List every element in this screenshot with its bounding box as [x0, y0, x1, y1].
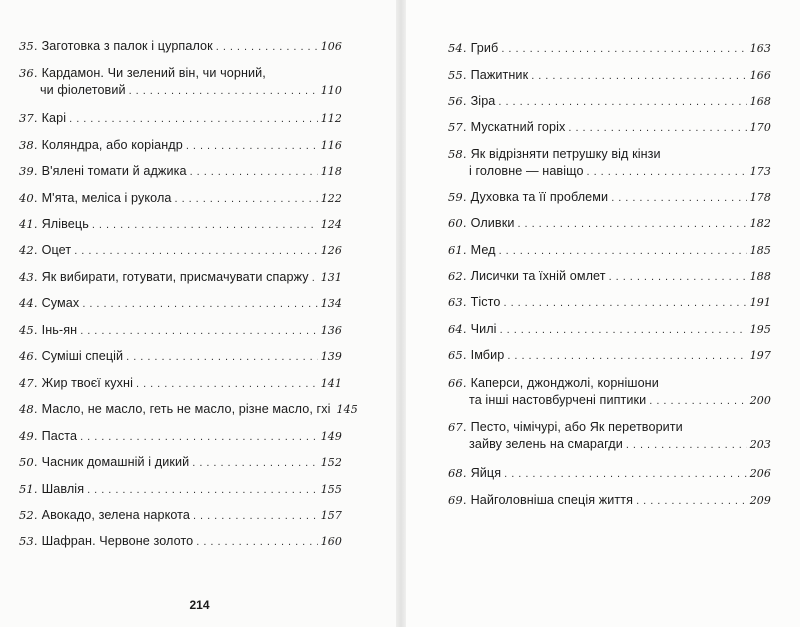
entry-number: 65. — [448, 348, 467, 362]
dot-leader — [193, 508, 318, 525]
entry-number: 36. — [19, 66, 38, 80]
entry-page: 157 — [320, 509, 342, 522]
entry-title: Духовка та її проблеми — [470, 190, 609, 204]
entry-number: 39. — [19, 164, 38, 178]
entry-number: 58. — [448, 147, 467, 161]
toc-entry[interactable] — [448, 119, 771, 137]
entry-title: чи фіолетовий — [40, 83, 126, 97]
toc-entry[interactable] — [19, 454, 342, 472]
entry-title: Зіра — [470, 94, 496, 108]
entry-number: 68. — [448, 466, 467, 480]
dot-leader — [69, 111, 318, 128]
dot-leader — [507, 348, 746, 365]
entry-number: 40. — [19, 191, 38, 205]
entry-page: 145 — [336, 403, 358, 416]
entry-title: Карі — [41, 111, 67, 125]
dot-leader — [531, 68, 747, 85]
entry-page: 178 — [749, 191, 771, 204]
toc-entry[interactable] — [19, 375, 342, 393]
dot-leader — [611, 190, 747, 207]
entry-title: Жир твоєї кухні — [41, 376, 134, 390]
entry-title: Гриб — [470, 41, 499, 55]
toc-entry[interactable] — [19, 110, 342, 128]
entry-title: Песто, чімічурі, або Як перетворити — [470, 420, 683, 434]
toc-entry[interactable] — [448, 146, 771, 181]
entry-page: 209 — [749, 494, 771, 507]
toc-entry[interactable] — [448, 93, 771, 111]
entry-page: 173 — [749, 165, 771, 178]
dot-leader — [504, 295, 747, 312]
entry-number: 38. — [19, 138, 38, 152]
entry-page: 122 — [320, 192, 342, 205]
entry-title: Як вибирати, готувати, присмачувати спаржу — [41, 270, 309, 284]
dot-leader — [501, 41, 746, 58]
entry-number: 55. — [448, 68, 467, 82]
entry-number: 35. — [19, 39, 38, 53]
dot-leader — [186, 138, 318, 155]
entry-page: 166 — [749, 69, 771, 82]
entry-number: 49. — [19, 429, 38, 443]
entry-title: Оцет — [41, 243, 72, 257]
dot-leader — [129, 83, 318, 100]
toc-entry[interactable] — [448, 189, 771, 207]
entry-title: Часник домашній і дикий — [41, 455, 190, 469]
entry-title: Чилі — [470, 322, 497, 336]
entry-title: зайву зелень на смарагди — [469, 437, 623, 451]
entry-number: 64. — [448, 322, 467, 336]
entry-page: 118 — [320, 165, 342, 178]
entry-page: 206 — [749, 467, 771, 480]
entry-title: Суміші спецій — [41, 349, 124, 363]
entry-page: 131 — [320, 271, 342, 284]
entry-page: 106 — [320, 40, 342, 53]
entry-title: Інь-ян — [41, 323, 78, 337]
dot-leader — [498, 94, 746, 111]
entry-title: Мед — [470, 243, 496, 257]
entry-number: 67. — [448, 420, 467, 434]
entry-title: Авокадо, зелена наркота — [41, 508, 190, 522]
dot-leader — [80, 429, 318, 446]
toc-entry[interactable] — [448, 492, 771, 510]
dot-leader — [609, 269, 747, 286]
entry-page: 191 — [749, 296, 771, 309]
entry-title: Масло, не масло, геть не масло, різне масло, гхі — [41, 402, 331, 416]
entry-number: 47. — [19, 376, 38, 390]
dot-leader — [568, 120, 746, 137]
entry-title: В'ялені томати й аджика — [41, 164, 187, 178]
toc-entry[interactable] — [19, 163, 342, 181]
dot-leader — [517, 216, 746, 233]
entry-number: 59. — [448, 190, 467, 204]
toc-entry[interactable] — [448, 242, 771, 260]
entry-page: 203 — [749, 438, 771, 451]
dot-leader — [190, 164, 318, 181]
entry-number: 57. — [448, 120, 467, 134]
entry-title: Оливки — [470, 216, 515, 230]
entry-page: 134 — [320, 297, 342, 310]
toc-entry[interactable] — [448, 347, 771, 365]
dot-leader — [626, 437, 747, 454]
book-gutter — [396, 0, 406, 627]
toc-entry[interactable] — [19, 242, 342, 260]
toc-entry[interactable] — [19, 269, 342, 287]
entry-number: 50. — [19, 455, 38, 469]
entry-number: 41. — [19, 217, 38, 231]
toc-entry[interactable] — [19, 38, 342, 56]
entry-page: 197 — [749, 349, 771, 362]
entry-title: Найголовніша спеція життя — [470, 493, 634, 507]
entry-number: 46. — [19, 349, 38, 363]
entry-page: 188 — [749, 270, 771, 283]
entry-page: 160 — [320, 535, 342, 548]
dot-leader — [216, 39, 318, 56]
entry-title: Шавлія — [41, 482, 85, 496]
entry-title: і головне — навіщо — [469, 164, 584, 178]
entry-number: 53. — [19, 534, 38, 548]
dot-leader — [82, 296, 317, 313]
entry-title: Шафран. Червоне золото — [41, 534, 194, 548]
dot-leader — [312, 270, 318, 287]
toc-entry[interactable] — [19, 322, 342, 340]
entry-page: 155 — [320, 483, 342, 496]
toc-entry[interactable] — [448, 321, 771, 339]
toc-entry[interactable] — [19, 401, 358, 419]
entry-title: Заготовка з палок і цурпалок — [41, 39, 213, 53]
entry-title: Пажитник — [470, 68, 529, 82]
entry-page: 112 — [320, 112, 342, 125]
toc-entry[interactable] — [19, 428, 342, 446]
entry-number: 54. — [448, 41, 467, 55]
entry-page: 185 — [749, 244, 771, 257]
dot-leader — [80, 323, 318, 340]
dot-leader — [504, 466, 747, 483]
entry-number: 60. — [448, 216, 467, 230]
toc-entry[interactable] — [448, 40, 771, 58]
toc-entry[interactable] — [448, 268, 771, 286]
entry-number: 37. — [19, 111, 38, 125]
dot-leader — [649, 393, 746, 410]
dot-leader — [192, 455, 317, 472]
entry-title: Ялівець — [41, 217, 89, 231]
entry-title: Як відрізняти петрушку від кінзи — [470, 147, 661, 161]
entry-number: 61. — [448, 243, 467, 257]
dot-leader — [196, 534, 317, 551]
dot-leader — [74, 243, 317, 260]
dot-leader — [587, 164, 747, 181]
entry-title: Каперси, джонджолі, корнішони — [470, 376, 659, 390]
toc-entry[interactable] — [448, 419, 771, 454]
entry-page: 116 — [320, 139, 342, 152]
toc-entry[interactable] — [19, 481, 342, 499]
toc-entry[interactable] — [19, 295, 342, 313]
dot-leader — [636, 493, 747, 510]
entry-title: Паста — [41, 429, 78, 443]
dot-leader — [126, 349, 318, 366]
toc-entry[interactable] — [19, 533, 342, 551]
toc-entry[interactable] — [19, 65, 342, 100]
entry-page: 149 — [320, 430, 342, 443]
toc-entry[interactable] — [19, 137, 342, 155]
entry-title: Коляндра, або коріандр — [41, 138, 183, 152]
entry-number: 66. — [448, 376, 467, 390]
entry-page: 152 — [320, 456, 342, 469]
toc-entry[interactable] — [448, 67, 771, 85]
entry-page: 170 — [749, 121, 771, 134]
entry-page: 126 — [320, 244, 342, 257]
entry-number: 56. — [448, 94, 467, 108]
entry-number: 43. — [19, 270, 38, 284]
entry-title: М'ята, меліса і рукола — [41, 191, 172, 205]
toc-entry[interactable] — [19, 216, 342, 234]
entry-page: 195 — [749, 323, 771, 336]
entry-title: Імбир — [470, 348, 505, 362]
entry-number: 44. — [19, 296, 38, 310]
entry-title: Яйця — [470, 466, 502, 480]
entry-number: 51. — [19, 482, 38, 496]
entry-number: 62. — [448, 269, 467, 283]
entry-page: 124 — [320, 218, 342, 231]
dot-leader — [92, 217, 318, 234]
dot-leader — [136, 376, 318, 393]
entry-title: Сумах — [41, 296, 80, 310]
entry-page: 141 — [320, 377, 342, 390]
entry-title: Кардамон. Чи зелений він, чи чорний, — [41, 66, 266, 80]
entry-number: 42. — [19, 243, 38, 257]
entry-page: 200 — [749, 394, 771, 407]
entry-page: 163 — [749, 42, 771, 55]
page-number: 214 — [189, 598, 210, 612]
entry-page: 139 — [320, 350, 342, 363]
entry-page: 110 — [320, 84, 342, 97]
dot-leader — [175, 191, 318, 208]
entry-number: 52. — [19, 508, 38, 522]
toc-entry[interactable] — [448, 465, 771, 483]
entry-number: 48. — [19, 402, 38, 416]
dot-leader — [499, 243, 747, 260]
entry-title: Мускатний горіх — [470, 120, 566, 134]
entry-number: 63. — [448, 295, 467, 309]
toc-entry[interactable] — [448, 215, 771, 233]
toc-entry[interactable] — [448, 375, 771, 410]
toc-entry[interactable] — [19, 348, 342, 366]
entry-title: та інші настовбурчені пиптики — [469, 393, 647, 407]
entry-page: 168 — [749, 95, 771, 108]
entry-number: 45. — [19, 323, 38, 337]
entry-title: Лисички та їхній омлет — [470, 269, 606, 283]
dot-leader — [87, 482, 318, 499]
entry-page: 182 — [749, 217, 771, 230]
entry-page: 136 — [320, 324, 342, 337]
dot-leader — [500, 322, 747, 339]
toc-entry[interactable] — [19, 507, 342, 525]
toc-entry[interactable] — [448, 294, 771, 312]
entry-number: 69. — [448, 493, 467, 507]
entry-title: Тісто — [470, 295, 501, 309]
toc-entry[interactable] — [19, 190, 342, 208]
